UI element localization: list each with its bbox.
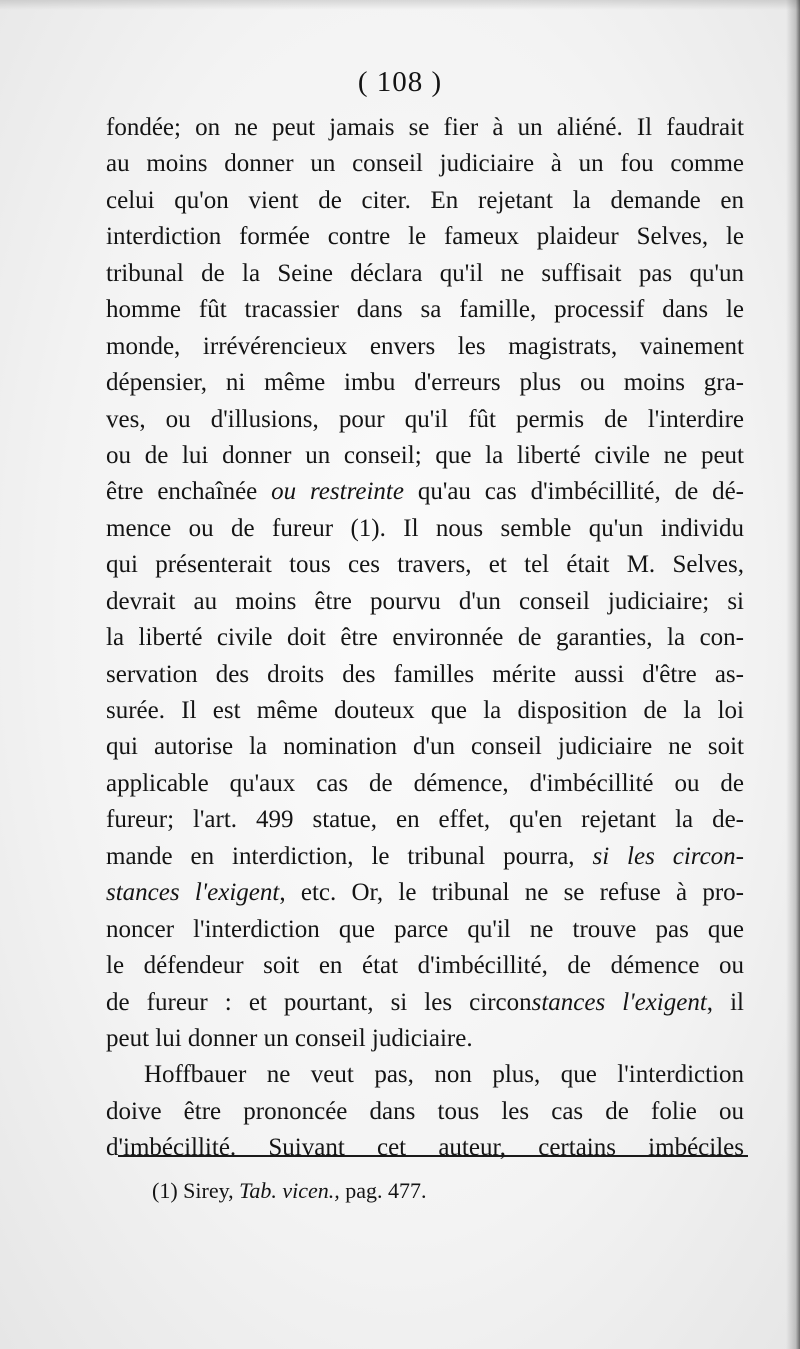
text-line: monde, irrévérencieux envers les magistrats, vainement — [106, 332, 744, 360]
text-line: applicable qu'aux cas de démence, d'imbécillité ou de — [106, 769, 744, 797]
text-line: au moins donner un conseil judiciaire à un fou comme — [106, 150, 744, 178]
text-line: tribunal de la Seine déclara qu'il ne suffisait pas qu'un — [106, 259, 744, 287]
text-line: ves, ou d'illusions, pour qu'il fût permis de l'interdire — [106, 405, 744, 433]
text-line: doive être prononcée dans tous les cas de folie ou — [106, 1097, 744, 1125]
text-line: servation des droits des familles mérite aussi d'être as- — [106, 660, 744, 688]
text-line: d'imbécillité. Suivant cet auteur, certains imbéciles — [106, 1134, 744, 1162]
text-line: le défendeur soit en état d'imbécillité, de démence ou — [106, 952, 744, 980]
text-line: mande en interdiction, le tribunal pourra, si les circon- — [106, 842, 744, 870]
text-line: ou de lui donner un conseil; que la liberté civile ne peut — [106, 441, 744, 469]
text-line: noncer l'interdiction que parce qu'il ne trouve pas que — [106, 915, 744, 943]
page-number: ( 108 ) — [357, 66, 443, 98]
text-line: dépensier, ni même imbu d'erreurs plus ou moins gra- — [106, 369, 744, 397]
text-line: fureur; l'art. 499 statue, en effet, qu'en rejetant la de- — [106, 806, 744, 834]
text-line: celui qu'on vient de citer. En rejetant la demande en — [106, 186, 744, 214]
text-line: interdiction formée contre le fameux plaideur Selves, le — [106, 223, 744, 251]
text-line: stances l'exigent, etc. Or, le tribunal ne se refuse à pro- — [106, 879, 744, 907]
footnote-marker: (1) — [152, 1178, 178, 1203]
text-line: mence ou de fureur (1). Il nous semble qu'un individu — [106, 514, 744, 542]
text-line: homme fût tracassier dans sa famille, processif dans le — [106, 296, 744, 324]
footnote — [152, 1176, 427, 1206]
page-edge-shadow-right — [786, 0, 800, 1349]
text-line: être enchaînée ou restreinte qu'au cas d'imbécillité, de dé- — [106, 478, 744, 506]
footnote-rule — [118, 1155, 748, 1157]
page-edge-shadow-top — [0, 0, 800, 10]
text-line: surée. Il est même douteux que la disposition de la loi — [106, 697, 744, 724]
footnote-page: pag. 477. — [345, 1178, 427, 1203]
text-line: fondée; on ne peut jamais se fier à un aliéné. Il faudrait — [106, 114, 744, 141]
text-line: la liberté civile doit être environnée de garanties, la con- — [106, 624, 744, 652]
body-text — [106, 110, 744, 1167]
footnote-work: Tab. vicen., — [239, 1178, 340, 1203]
footnote-author: Sirey, — [183, 1178, 234, 1203]
text-line: devrait au moins être pourvu d'un conseil judiciaire; si — [106, 587, 744, 615]
text-line: de fureur : et pourtant, si les circonstances l'exigent, il — [106, 988, 744, 1016]
text-line: qui autorise la nomination d'un conseil judiciaire ne soit — [106, 733, 744, 761]
text-line: Hoffbauer ne veut pas, non plus, que l'interdiction — [144, 1061, 744, 1089]
text-line: peut lui donner un conseil judiciaire. — [106, 1024, 473, 1052]
text-line: qui présenterait tous ces travers, et tel était M. Selves, — [106, 551, 744, 579]
